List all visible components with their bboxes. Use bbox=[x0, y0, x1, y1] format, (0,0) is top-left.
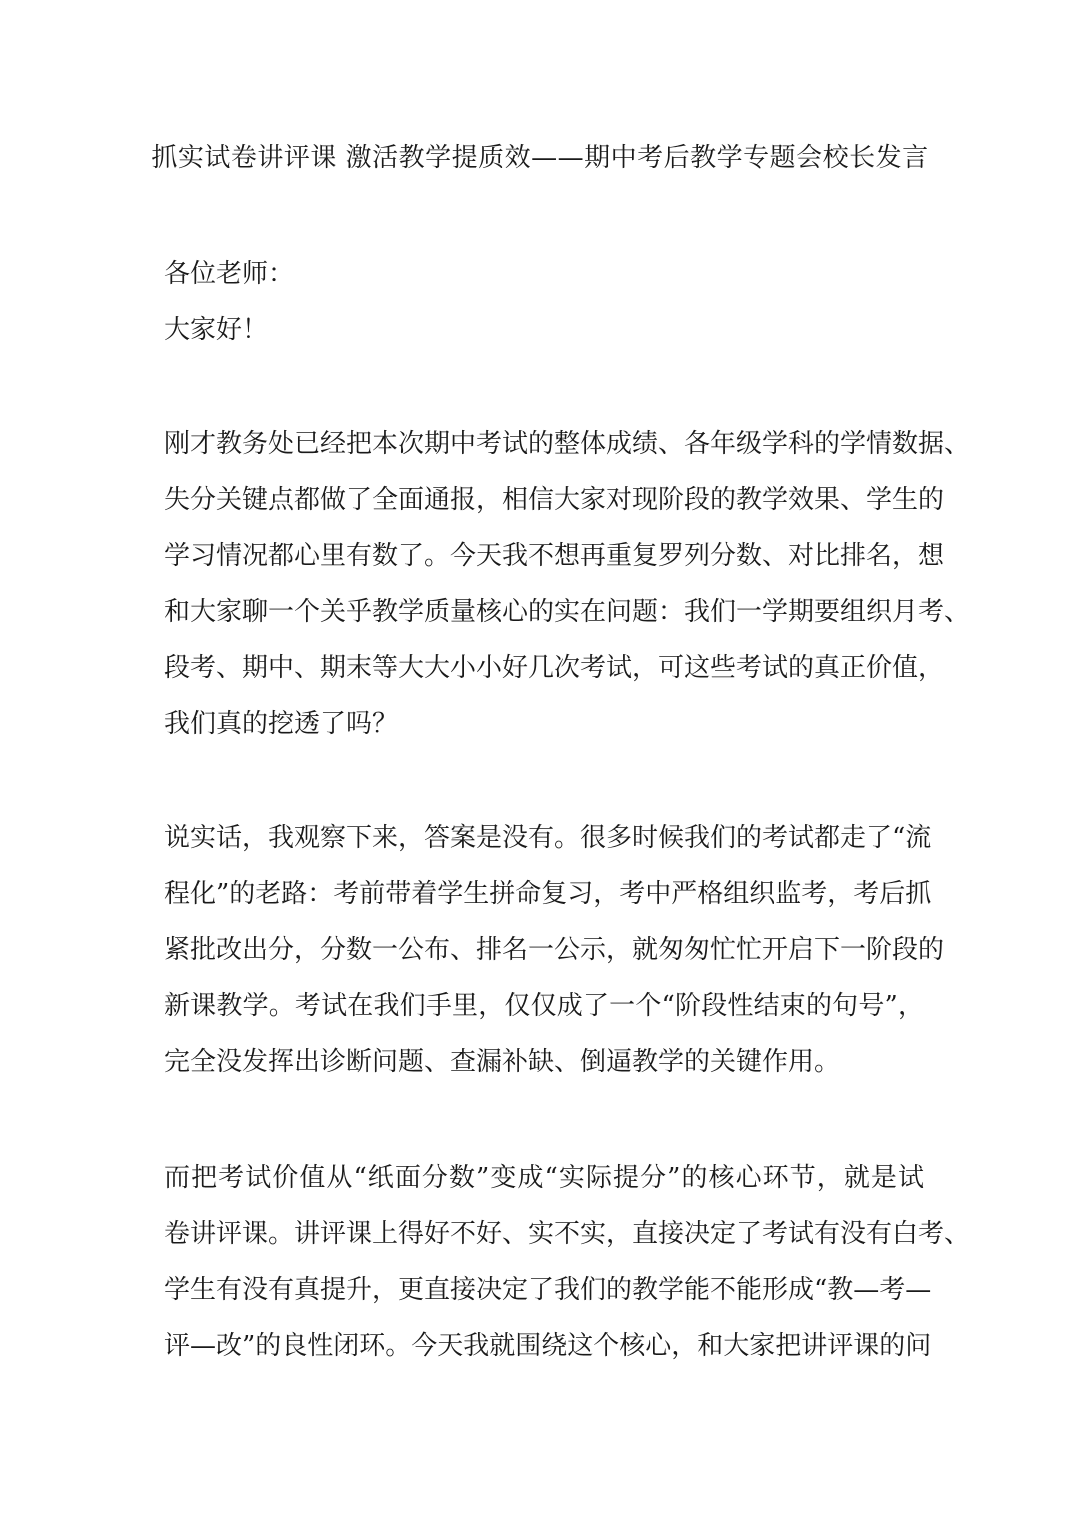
paragraph-line: 说实话，我观察下来，答案是没有。很多时候我们的考试都走了“流 bbox=[164, 823, 932, 853]
paragraph-line: 段考、期中、期末等大大小小好几次考试，可这些考试的真正价值， bbox=[164, 653, 945, 683]
greeting: 大家好！ bbox=[164, 315, 269, 345]
paragraph-line: 程化”的老路：考前带着学生拼命复习，考中严格组织监考，考后抓 bbox=[164, 879, 932, 909]
paragraph-line: 紧批改出分，分数一公布、排名一公示，就匆匆忙忙开启下一阶段的 bbox=[164, 935, 945, 965]
paragraph-line: 学生有没有真提升，更直接决定了我们的教学能不能形成“教—考— bbox=[164, 1275, 932, 1305]
document-title: 抓实试卷讲评课 激活教学提质效——期中考后教学专题会校长发言 bbox=[151, 143, 929, 173]
paragraph-line: 完全没发挥出诊断问题、查漏补缺、倒逼教学的关键作用。 bbox=[164, 1047, 841, 1077]
paragraph-line: 失分关键点都做了全面通报，相信大家对现阶段的教学效果、学生的 bbox=[164, 485, 945, 515]
paragraph-line: 而把考试价值从“纸面分数”变成“实际提分”的核心环节，就是试 bbox=[164, 1163, 924, 1193]
paragraph-line: 评—改”的良性闭环。今天我就围绕这个核心，和大家把讲评课的问 bbox=[164, 1331, 932, 1361]
paragraph-line: 新课教学。考试在我们手里，仅仅成了一个“阶段性结束的句号”， bbox=[164, 991, 924, 1021]
paragraph-line: 卷讲评课。讲评课上得好不好、实不实，直接决定了考试有没有白考、 bbox=[164, 1219, 971, 1249]
paragraph-line: 我们真的挖透了吗？ bbox=[164, 709, 399, 739]
paragraph-line: 刚才教务处已经把本次期中考试的整体成绩、各年级学科的学情数据、 bbox=[164, 429, 971, 459]
paragraph-line: 和大家聊一个关乎教学质量核心的实在问题：我们一学期要组织月考、 bbox=[164, 597, 971, 627]
salutation: 各位老师： bbox=[164, 259, 295, 289]
paragraph-line: 学习情况都心里有数了。今天我不想再重复罗列分数、对比排名，想 bbox=[164, 541, 945, 571]
